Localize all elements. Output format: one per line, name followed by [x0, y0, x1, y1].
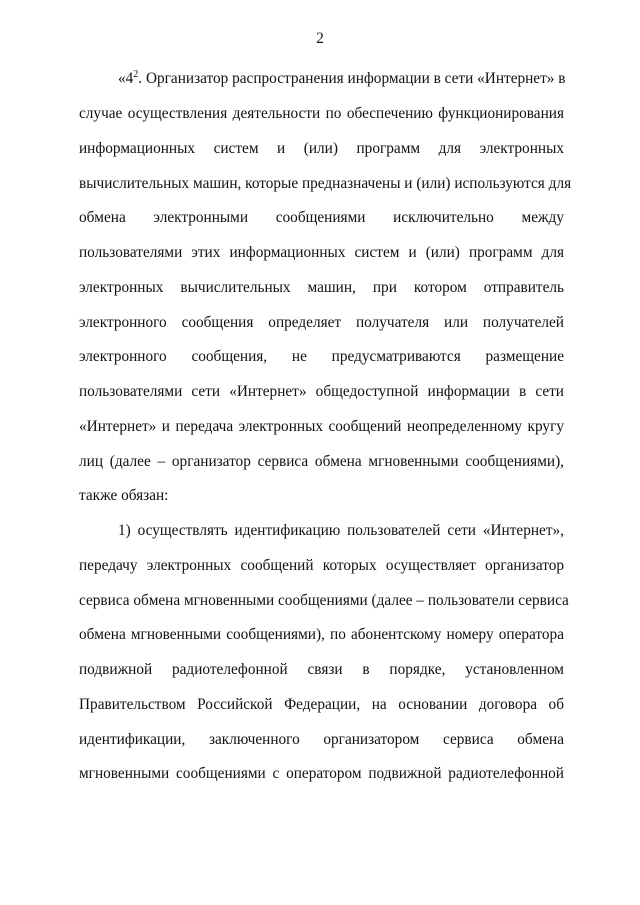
- text-line-rest: . Организатор распространения информации в сети «Интернет» в: [138, 70, 566, 87]
- text-line: обмена мгновенными сообщениями), по абонентскому номеру оператора: [79, 626, 564, 643]
- text-line: электронного сообщения, не предусматриваются размещение: [79, 348, 564, 365]
- text-line: вычислительных машин, которые предназначены и (или) используются для: [79, 175, 572, 192]
- text-line: 1) осуществлять идентификацию пользователей сети «Интернет»,: [118, 522, 564, 539]
- superscript: 2: [133, 69, 139, 80]
- text-line: пользователями этих информационных систем и (или) программ для: [79, 244, 564, 261]
- text-line: обмена электронными сообщениями исключительно между: [79, 209, 564, 226]
- text-line: Правительством Российской Федерации, на основании договора об: [79, 696, 564, 713]
- text-line: также обязан:: [79, 487, 169, 504]
- text-line: электронного сообщения определяет получателя или получателей: [79, 314, 564, 331]
- text-line: лиц (далее – организатор сервиса обмена мгновенными сообщениями),: [79, 453, 564, 470]
- text-line: идентификации, заключенного организатором сервиса обмена: [79, 731, 564, 748]
- text-line: сервиса обмена мгновенными сообщениями (далее – пользователи сервиса: [79, 592, 569, 609]
- text-line: «Интернет» и передача электронных сообщений неопределенному кругу: [79, 418, 564, 435]
- page-number: 2: [316, 30, 324, 47]
- text-line: электронных вычислительных машин, при котором отправитель: [79, 279, 564, 296]
- text-line: передачу электронных сообщений которых осуществляет организатор: [79, 557, 564, 574]
- text-line: пользователями сети «Интернет» общедоступной информации в сети: [79, 383, 564, 400]
- text-line: подвижной радиотелефонной связи в порядке, установленном: [79, 661, 564, 678]
- text-line-start: «4: [118, 70, 134, 87]
- text-line: информационных систем и (или) программ для электронных: [79, 140, 564, 157]
- text-line: мгновенными сообщениями с оператором подвижной радиотелефонной: [79, 765, 564, 782]
- text-line: [118, 69, 564, 89]
- text-line: случае осуществления деятельности по обеспечению функционирования: [79, 105, 564, 122]
